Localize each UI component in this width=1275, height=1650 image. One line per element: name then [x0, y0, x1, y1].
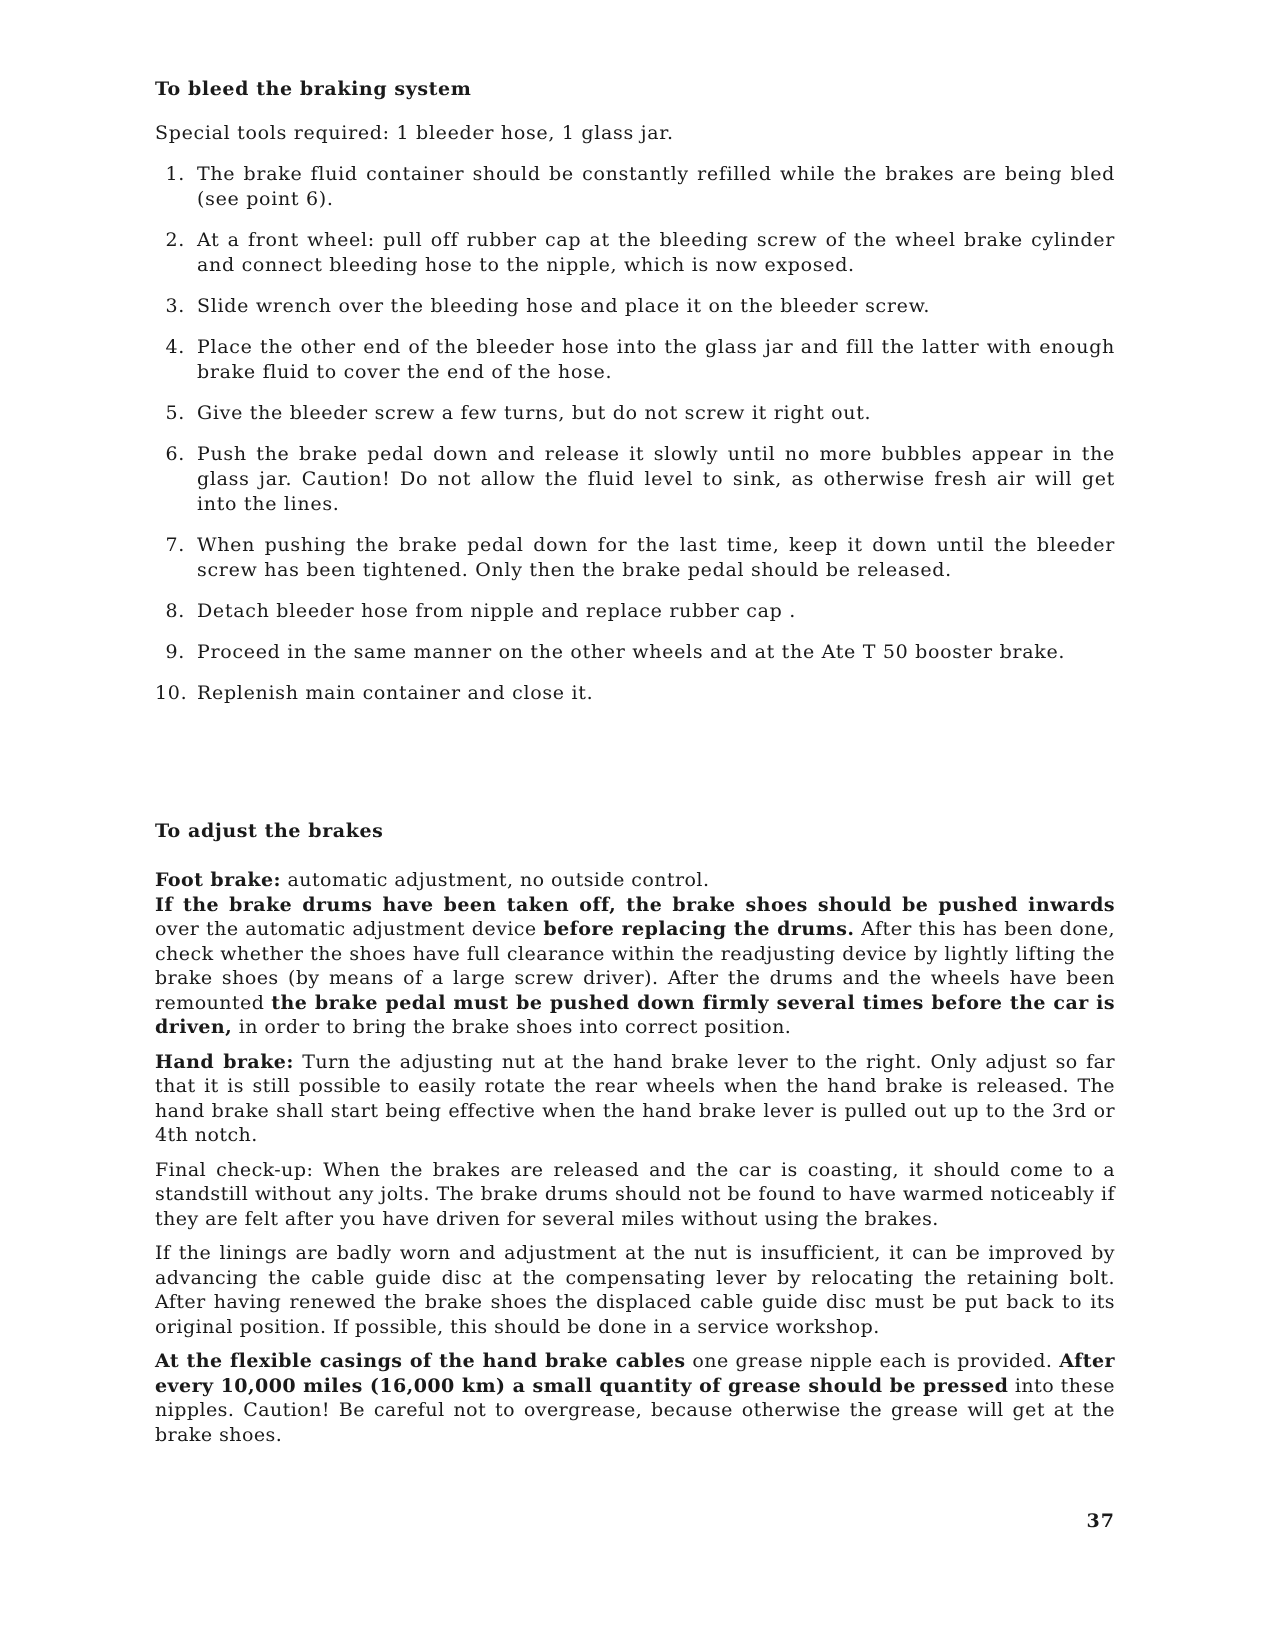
bleed-section [155, 78, 1115, 722]
text-run: After this has been done, check whether the shoes have full clearance within the readjusting device by lightly lifting the brake shoes (by means of a large screw driver). After the drums and the wheels have been remounted [155, 918, 1115, 1014]
foot-brake-label: Foot brake: [155, 869, 282, 891]
foot-brake-paragraph [155, 868, 1115, 1040]
step-number: 6. [165, 443, 185, 465]
step-text: Proceed in the same manner on the other wheels and at the Ate T 50 booster brake. [197, 641, 1066, 663]
text-run: automatic adjustment, no outside control. [281, 869, 710, 891]
text-run-bold: before replacing the drums. [543, 918, 855, 940]
page-number: 37 [1086, 1510, 1115, 1532]
list-item [155, 294, 1115, 319]
step-text: At a front wheel: pull off rubber cap at the bleeding screw of the wheel brake cylinder and connect bleeding hose to the nipple, which is now exposed. [197, 229, 1115, 276]
step-number: 7. [165, 534, 185, 556]
grease-paragraph [155, 1349, 1115, 1447]
bleed-steps-list [155, 162, 1115, 706]
list-item [155, 401, 1115, 426]
list-item [155, 640, 1115, 665]
list-item [155, 533, 1115, 583]
step-text: Slide wrench over the bleeding hose and place it on the bleeder screw. [197, 295, 931, 317]
step-text: The brake fluid container should be constantly refilled while the brakes are being bled (see point 6). [197, 163, 1115, 210]
final-checkup-paragraph: Final check-up: When the brakes are released and the car is coasting, it should come to a standstill without any jolts. The brake drums should not be found to have warmed noticeably if they are felt after you have driven for several miles without using the brakes. [155, 1158, 1115, 1230]
step-number: 3. [165, 295, 185, 317]
step-text: Give the bleeder screw a few turns, but do not screw it right out. [197, 402, 872, 424]
text-run-bold: At the flexible casings of the hand brake cables [155, 1350, 686, 1372]
step-number: 2. [165, 229, 185, 251]
text-run: into these nipples. Caution! Be careful not to overgrease, because otherwise the grease will get at the brake shoes. [155, 1374, 1115, 1446]
text-run-bold: After every 10,000 miles (16,000 km) a small quantity of grease should be pressed [155, 1350, 1115, 1397]
adjust-heading: To adjust the brakes [155, 820, 384, 842]
step-number: 10. [155, 682, 188, 704]
step-text: Replenish main container and close it. [197, 682, 594, 704]
step-number: 5. [165, 402, 185, 424]
step-text: Place the other end of the bleeder hose into the glass jar and fill the latter with enough brake fluid to cover the end of the hose. [197, 336, 1115, 383]
step-number: 1. [165, 163, 185, 185]
list-item [155, 335, 1115, 385]
step-text: Push the brake pedal down and release it slowly until no more bubbles appear in the glass jar. Caution! Do not allow the fluid level to sink, as otherwise fresh air will get into the lines. [197, 443, 1115, 515]
text-run-bold: the brake pedal must be pushed down firmly several times before the car is driven, [155, 991, 1115, 1038]
text-run: over the automatic adjustment device [155, 918, 544, 940]
hand-brake-paragraph [155, 1050, 1115, 1148]
bleed-heading: To bleed the braking system [155, 78, 472, 100]
list-item [155, 681, 1115, 706]
step-number: 4. [165, 336, 185, 358]
list-item [155, 228, 1115, 278]
linings-paragraph: If the linings are badly worn and adjustment at the nut is insufficient, it can be improved by advancing the cable guide disc at the compensating lever by relocating the retaining bolt. After having renewed the brake shoes the displaced cable guide disc must be put back to its original position. If possible, this should be done in a service workshop. [155, 1242, 1115, 1338]
list-item [155, 162, 1115, 212]
text-run: one grease nipple each is provided. [685, 1350, 1060, 1372]
text-run-bold: If the brake drums have been taken off, the brake shoes should be pushed inwards [155, 893, 1115, 916]
step-number: 8. [165, 600, 185, 622]
step-number: 9. [165, 641, 185, 663]
list-item [155, 442, 1115, 517]
step-text: When pushing the brake pedal down for the last time, keep it down until the bleeder screw has been tightened. Only then the brake pedal should be released. [197, 534, 1115, 581]
list-item [155, 599, 1115, 624]
text-run: Turn the adjusting nut at the hand brake lever to the right. Only adjust so far that it is still possible to easily rotate the rear wheels when the hand brake is released. The hand brake shall start being effective when the hand brake lever is pulled out up to the 3rd or 4th notch. [155, 1050, 1115, 1146]
adjust-section [155, 820, 1115, 1457]
special-tools-line: Special tools required: 1 bleeder hose, 1 glass jar. [155, 122, 674, 144]
hand-brake-label: Hand brake: [155, 1050, 294, 1073]
text-run: in order to bring the brake shoes into correct position. [232, 1016, 792, 1038]
step-text: Detach bleeder hose from nipple and replace rubber cap . [197, 600, 796, 622]
